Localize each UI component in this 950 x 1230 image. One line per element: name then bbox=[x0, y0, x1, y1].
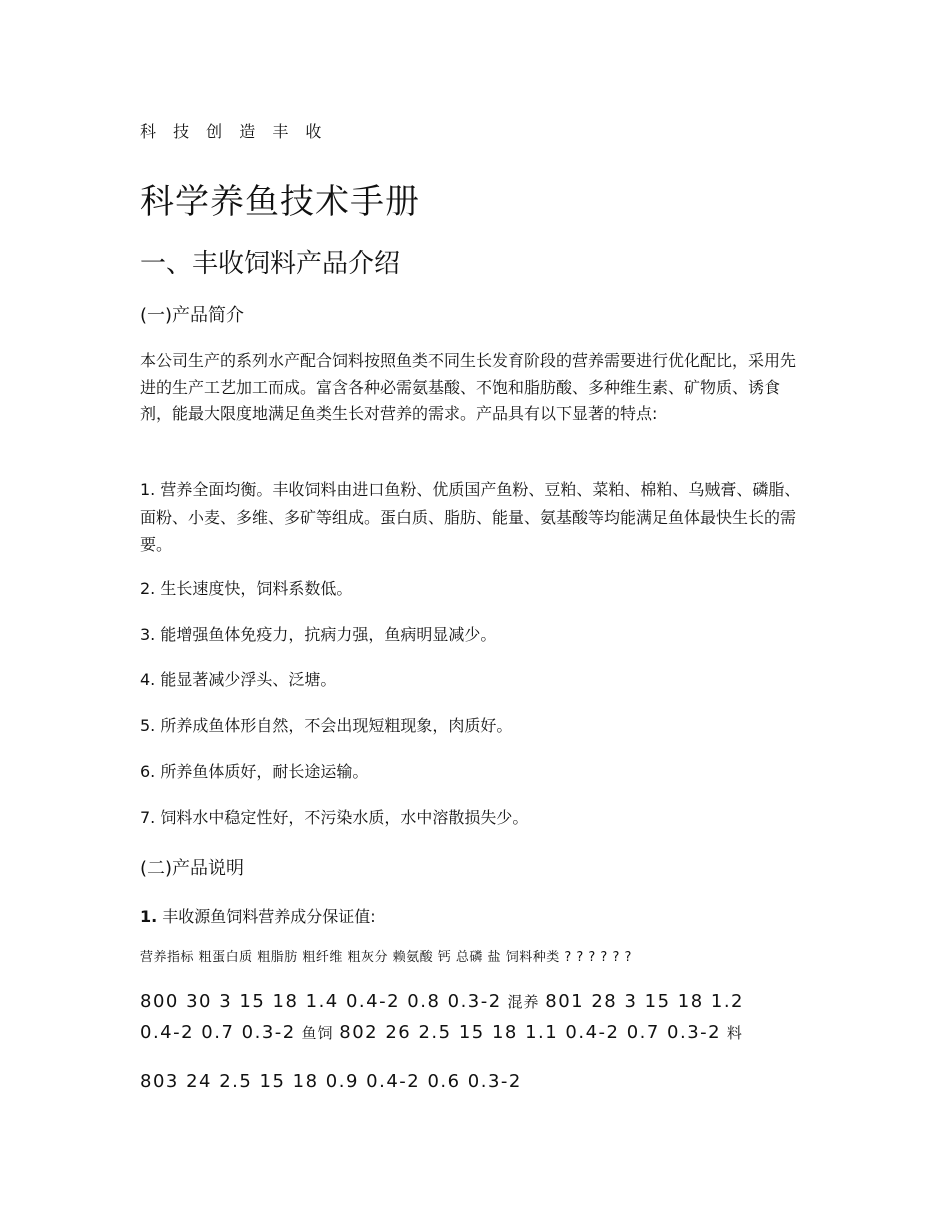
data-line-2-tail: 料 bbox=[721, 1024, 743, 1042]
subsection-heading-intro: (一)产品简介 bbox=[140, 305, 245, 326]
tagline: 科 技 创 造 丰 收 bbox=[140, 122, 328, 141]
spec-heading-text: 丰收源鱼饲料营养成分保证值: bbox=[157, 907, 376, 926]
spec-heading-number: 1. bbox=[140, 907, 158, 926]
data-line-2-part-a: 0.4-2 0.7 0.3-2 bbox=[140, 1022, 296, 1043]
data-line-1-label: 混养 bbox=[501, 993, 546, 1011]
data-line-2-label: 鱼饲 bbox=[295, 1024, 340, 1042]
nutrition-data-line-3: 803 24 2.5 15 18 0.9 0.4-2 0.6 0.3-2 bbox=[140, 1071, 522, 1092]
document-title: 科学养鱼技术手册 bbox=[140, 182, 420, 222]
subsection-heading-spec: (二)产品说明 bbox=[140, 858, 245, 879]
data-line-1-part-c: 801 28 3 15 18 1.2 bbox=[545, 991, 745, 1012]
feature-item-4: 4. 能显著减少浮头、泛塘。 bbox=[140, 670, 337, 689]
data-line-1-part-a: 800 30 3 15 18 1.4 0.4-2 0.8 0.3-2 bbox=[140, 991, 502, 1012]
spec-heading bbox=[140, 904, 376, 927]
nutrition-table-header: 营养指标 粗蛋白质 粗脂肪 粗纤维 粗灰分 赖氨酸 钙 总磷 盐 饲料种类 ? ? ? ? ? ? bbox=[140, 950, 632, 965]
feature-item-6: 6. 所养鱼体质好，耐长途运输。 bbox=[140, 762, 369, 781]
feature-item-7: 7. 饲料水中稳定性好，不污染水质，水中溶散损失少。 bbox=[140, 808, 529, 827]
intro-paragraph: 本公司生产的系列水产配合饲料按照鱼类不同生长发育阶段的营养需要进行优化配比，采用先进的生产工艺加工而成。富含各种必需氨基酸、不饱和脂肪酸、多种维生素、矿物质、诱食剂，能最大限度地满足鱼类生长对营养的需求。产品具有以下显著的特点: bbox=[140, 351, 797, 423]
feature-item-2: 2. 生长速度快，饲料系数低。 bbox=[140, 579, 353, 598]
nutrition-data-line-1 bbox=[140, 991, 744, 1012]
feature-item-5: 5. 所养成鱼体形自然，不会出现短粗现象，肉质好。 bbox=[140, 716, 513, 735]
data-line-2-part-c: 802 26 2.5 15 18 1.1 0.4-2 0.7 0.3-2 bbox=[339, 1022, 722, 1043]
feature-item-1: 1. 营养全面均衡。丰收饲料由进口鱼粉、优质国产鱼粉、豆粕、菜粕、棉粕、乌贼膏、磷脂、面粉、小麦、多维、多矿等组成。蛋白质、脂肪、能量、氨基酸等均能满足鱼体最快生长的需要。 bbox=[140, 480, 801, 554]
nutrition-data-line-2 bbox=[140, 1022, 743, 1043]
feature-item-3: 3. 能增强鱼体免疫力，抗病力强，鱼病明显减少。 bbox=[140, 625, 497, 644]
section-heading: 一、丰收饲料产品介绍 bbox=[140, 249, 401, 279]
